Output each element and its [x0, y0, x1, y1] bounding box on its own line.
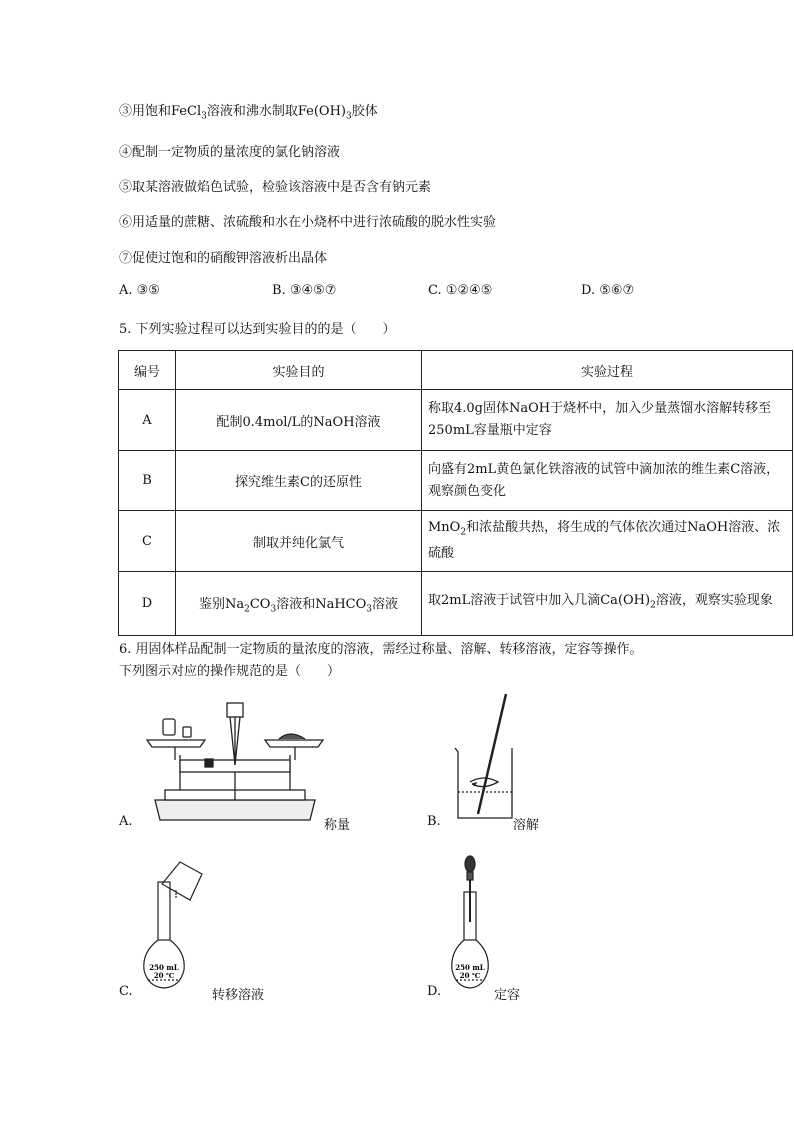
item-6: ⑥用适量的蔗糖、浓硫酸和水在小烧杯中进行浓硫酸的脱水性实验 — [119, 215, 497, 230]
q6-stem-line1: 6. 用固体样品配制一定物质的量浓度的溶液，需经过称量、溶解、转移溶液，定容等操作。 — [119, 642, 643, 657]
row-purpose: 探究维生素C的还原性 — [176, 451, 422, 511]
beaker-figure — [450, 690, 520, 825]
option-d-letter[interactable]: D. — [427, 984, 442, 999]
q4-option-a[interactable]: A. ③⑤ — [119, 283, 160, 298]
option-d-label: 定容 — [494, 988, 521, 1003]
option-b-letter[interactable]: B. — [427, 814, 441, 829]
flask-temp-text: 20 ℃ — [459, 971, 481, 980]
flask-dropper-figure — [450, 852, 500, 992]
table-header-row — [119, 351, 793, 390]
item-5: ⑤取某溶液做焰色试验，检验该溶液中是否含有钠元素 — [119, 180, 432, 195]
row-purpose: 鉴别$Na_2CO_3$溶液和NaHCO$_3$溶液 — [176, 572, 422, 636]
row-id: A — [119, 390, 176, 451]
row-id: C — [119, 511, 176, 572]
experiment-table — [118, 350, 793, 636]
row-process: 称取4.0g固体NaOH于烧杯中，加入少量蒸馏水溶解转移至250mL容量瓶中定容 — [422, 390, 793, 451]
q4-option-d[interactable]: D. ⑤⑥⑦ — [581, 283, 635, 298]
flask-volume-text: 250 mL — [149, 963, 179, 972]
table-row — [119, 390, 793, 451]
row-process: MnO$_2$和浓盐酸共热，将生成的气体依次通过NaOH溶液、浓硫酸 — [422, 511, 793, 572]
balance-figure — [145, 695, 325, 825]
q4-option-b[interactable]: B. ③④⑤⑦ — [272, 283, 337, 298]
item-7: ⑦促使过饱和的硝酸钾溶液析出晶体 — [119, 251, 328, 266]
item-4: ④配制一定物质的量浓度的氯化钠溶液 — [119, 145, 341, 160]
table-row — [119, 511, 793, 572]
flask-volume-text: 250 mL — [455, 963, 485, 972]
header-purpose: 实验目的 — [176, 351, 422, 390]
flask-temp-text: 20 ℃ — [153, 971, 175, 980]
row-process: 向盛有2mL黄色氯化铁溶液的试管中滴加浓的维生素C溶液，观察颜色变化 — [422, 451, 793, 511]
option-a-label: 称量 — [324, 818, 351, 833]
row-purpose: 配制0.4mol/L的NaOH溶液 — [176, 390, 422, 451]
row-process: 取2mL溶液于试管中加入几滴$Ca(OH)_2$溶液，观察实验现象 — [422, 572, 793, 636]
option-b-label: 溶解 — [513, 818, 540, 833]
option-c-label: 转移溶液 — [212, 988, 265, 1003]
option-a-letter[interactable]: A. — [119, 814, 133, 829]
option-c-letter[interactable]: C. — [119, 984, 133, 999]
table-row — [119, 572, 793, 636]
header-id: 编号 — [119, 351, 176, 390]
header-process: 实验过程 — [422, 351, 793, 390]
row-purpose: 制取并纯化氯气 — [176, 511, 422, 572]
row-id: D — [119, 572, 176, 636]
q5-stem: 5. 下列实验过程可以达到实验目的的是（ ） — [119, 322, 396, 337]
table-row — [119, 451, 793, 511]
row-id: B — [119, 451, 176, 511]
item-3: ③用饱和FeCl$_3$溶液和沸水制取$Fe(OH)_3$胶体 — [119, 104, 378, 122]
q6-stem-line2: 下列图示对应的操作规范的是（ ） — [119, 664, 341, 679]
q4-option-c[interactable]: C. ①②④⑤ — [428, 283, 493, 298]
flask-transfer-figure — [140, 852, 220, 992]
